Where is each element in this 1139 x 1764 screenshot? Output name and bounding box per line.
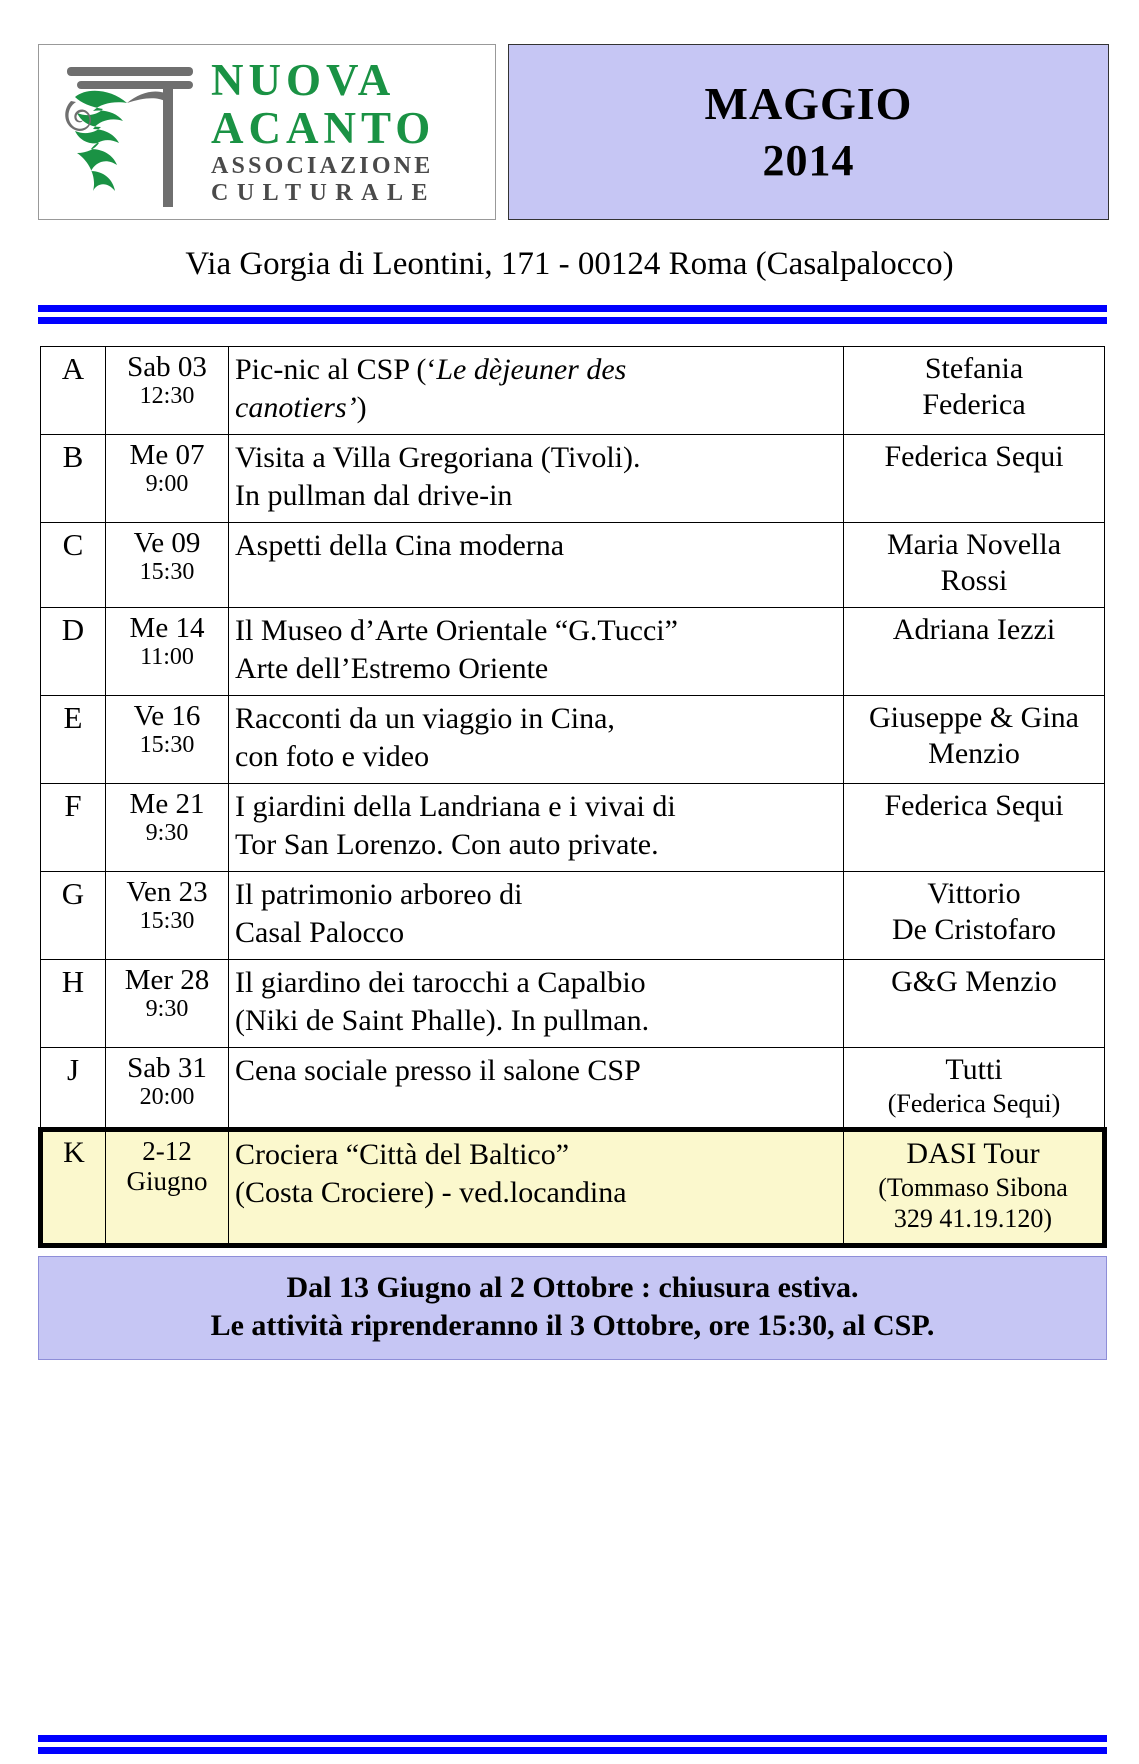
- row-time: 9:30: [145, 996, 189, 1023]
- row-description: [229, 523, 844, 608]
- row-letter: C: [41, 523, 106, 608]
- row-desc-line-2: In pullman dal drive-in: [235, 478, 513, 512]
- desc-plain-a: Pic-nic al CSP (‘: [235, 353, 437, 386]
- page-header: [38, 44, 1109, 220]
- row-description: [229, 435, 844, 523]
- address-line: Via Gorgia di Leontini, 171 - 00124 Roma (Casalpalocco): [185, 246, 954, 282]
- row-organizer: [844, 1048, 1105, 1130]
- table-row: [41, 960, 1105, 1048]
- table-row: [41, 435, 1105, 523]
- row-time: 9:00: [145, 471, 189, 498]
- month-label: MAGGIO: [704, 78, 913, 130]
- organizer-line-1: Maria Novella: [886, 528, 1062, 561]
- organizer-line-1: G&G Menzio: [891, 965, 1057, 998]
- row-date: [106, 872, 229, 960]
- schedule-table: [38, 346, 1107, 1248]
- row-letter: B: [41, 435, 106, 523]
- row-day: Me 21: [129, 788, 205, 820]
- acanthus-column-logo-icon: [53, 57, 205, 207]
- row-organizer: [844, 608, 1105, 696]
- row-letter: K: [41, 1130, 106, 1245]
- row-desc-line-2: Casal Palocco: [235, 915, 405, 949]
- row-day: Sab 03: [127, 351, 207, 383]
- row-time: 15:30: [139, 908, 195, 935]
- organizer-line-1: Federica Sequi: [884, 440, 1064, 473]
- flyer-page: [0, 44, 1139, 1764]
- organizer-line-1: DASI Tour: [906, 1137, 1040, 1171]
- row-date: [106, 1048, 229, 1130]
- row-date: [106, 696, 229, 784]
- row-organizer: [844, 523, 1105, 608]
- table-row: [41, 784, 1105, 872]
- row-organizer: [844, 435, 1105, 523]
- row-letter: H: [41, 960, 106, 1048]
- row-day: Ve 16: [133, 700, 201, 732]
- row-time: Giugno: [126, 1166, 208, 1197]
- divider-rule: [38, 305, 1107, 312]
- row-time: 15:30: [139, 559, 195, 586]
- desc-italic-a: Le dèjeuner des: [436, 353, 627, 386]
- row-description: [229, 696, 844, 784]
- organizer-phone: 329 41.19.120): [893, 1204, 1053, 1234]
- table-row: [41, 1048, 1105, 1130]
- organizer-line-1: Giuseppe & Gina: [869, 701, 1079, 734]
- table-row: [41, 696, 1105, 784]
- row-organizer: [844, 872, 1105, 960]
- organizer-line-2: (Tommaso Sibona: [878, 1173, 1068, 1203]
- row-time: 12:30: [139, 383, 195, 410]
- row-date: [106, 347, 229, 435]
- row-organizer: [844, 784, 1105, 872]
- row-letter: J: [41, 1048, 106, 1130]
- row-letter: E: [41, 696, 106, 784]
- row-day: Ven 23: [126, 876, 208, 908]
- row-organizer: [844, 960, 1105, 1048]
- organizer-line-1: Tutti: [945, 1053, 1003, 1086]
- row-time: 15:30: [139, 732, 195, 759]
- summer-closure-note: [38, 1256, 1107, 1361]
- row-day: Ve 09: [133, 527, 201, 559]
- row-time: 20:00: [139, 1084, 195, 1111]
- row-description: [229, 1048, 844, 1130]
- closure-line-1: Dal 13 Giugno al 2 Ottobre : chiusura estiva.: [286, 1270, 859, 1304]
- row-day: Me 14: [129, 612, 205, 644]
- divider-top: [38, 305, 1107, 324]
- organizer-line-2: Menzio: [928, 737, 1020, 770]
- logo-wordmark: [205, 57, 491, 206]
- divider-rule: [38, 1735, 1107, 1742]
- row-date: [106, 608, 229, 696]
- row-desc-line-1: Visita a Villa Gregoriana (Tivoli).: [235, 441, 641, 474]
- organizer-line-2: (Federica Sequi): [887, 1089, 1061, 1118]
- row-description: [229, 872, 844, 960]
- row-desc-line-1: Il Museo d’Arte Orientale “G.Tucci”: [235, 614, 678, 647]
- organizer-line-2: Federica: [922, 388, 1026, 421]
- row-date: [106, 1130, 229, 1245]
- row-description: [229, 960, 844, 1048]
- row-desc-line-2: Tor San Lorenzo. Con auto private.: [235, 827, 659, 861]
- row-letter: A: [41, 347, 106, 435]
- row-description: [229, 608, 844, 696]
- row-desc-line-2: (Niki de Saint Phalle). In pullman.: [235, 1003, 650, 1037]
- row-desc-line-1: [235, 351, 837, 389]
- organizer-line-1: Stefania: [924, 352, 1024, 385]
- row-day: Mer 28: [124, 964, 210, 996]
- logo-line-associazione: ASSOCIAZIONE: [211, 152, 434, 179]
- table-row-highlighted: [41, 1130, 1105, 1245]
- schedule-table-wrap: [38, 346, 1107, 1248]
- row-desc-line-1: Cena sociale presso il salone CSP: [235, 1054, 641, 1087]
- row-desc-line-1: I giardini della Landriana e i vivai di: [235, 790, 676, 823]
- year-label: 2014: [762, 136, 855, 186]
- row-day: Me 07: [129, 439, 205, 471]
- row-organizer: [844, 1130, 1105, 1245]
- desc-plain-b: ): [356, 390, 367, 424]
- organizer-line-2: De Cristofaro: [891, 913, 1057, 946]
- closure-line-2: Le attività riprenderanno il 3 Ottobre, ore 15:30, al CSP.: [210, 1308, 935, 1342]
- row-day: 2-12: [142, 1136, 192, 1167]
- row-day: Sab 31: [127, 1052, 207, 1084]
- logo-line-nuova: NUOVA: [211, 55, 396, 106]
- logo-line-culturale: CULTURALE: [211, 179, 436, 206]
- row-description: [229, 784, 844, 872]
- table-row: [41, 347, 1105, 435]
- row-desc-line-2: Arte dell’Estremo Oriente: [235, 651, 549, 685]
- table-row: [41, 872, 1105, 960]
- row-time: 9:30: [145, 820, 189, 847]
- row-desc-line-2: (Costa Crociere) - ved.locandina: [235, 1175, 627, 1209]
- row-organizer: [844, 347, 1105, 435]
- row-description: [229, 1130, 844, 1245]
- table-row: [41, 608, 1105, 696]
- divider-rule: [38, 317, 1107, 324]
- row-date: [106, 960, 229, 1048]
- organizer-line-2: Rossi: [940, 564, 1008, 597]
- desc-italic-b: canotiers’: [235, 390, 357, 424]
- logo-line-acanto: ACANTO: [211, 103, 436, 154]
- row-date: [106, 784, 229, 872]
- association-logo-box: [38, 44, 496, 220]
- organizer-line-1: Adriana Iezzi: [892, 613, 1056, 646]
- row-desc-line-1: Aspetti della Cina moderna: [235, 529, 565, 562]
- divider-rule: [38, 1747, 1107, 1754]
- divider-bottom: [38, 1735, 1107, 1754]
- row-desc-line-1: Crociera “Città del Baltico”: [235, 1138, 570, 1172]
- row-desc-line-2: con foto e video: [235, 739, 430, 773]
- row-organizer: [844, 696, 1105, 784]
- organizer-line-1: Federica Sequi: [884, 789, 1064, 822]
- row-desc-line-1: Il patrimonio arboreo di: [235, 878, 523, 911]
- month-title-box: [508, 44, 1109, 220]
- row-desc-line-2: [235, 389, 837, 427]
- row-desc-line-1: Racconti da un viaggio in Cina,: [235, 702, 615, 735]
- row-desc-line-1: Il giardino dei tarocchi a Capalbio: [235, 966, 646, 999]
- row-letter: G: [41, 872, 106, 960]
- row-date: [106, 523, 229, 608]
- organizer-line-1: Vittorio: [927, 877, 1021, 910]
- row-description: [229, 347, 844, 435]
- row-letter: D: [41, 608, 106, 696]
- row-letter: F: [41, 784, 106, 872]
- row-date: [106, 435, 229, 523]
- table-row: [41, 523, 1105, 608]
- row-time: 11:00: [140, 644, 194, 671]
